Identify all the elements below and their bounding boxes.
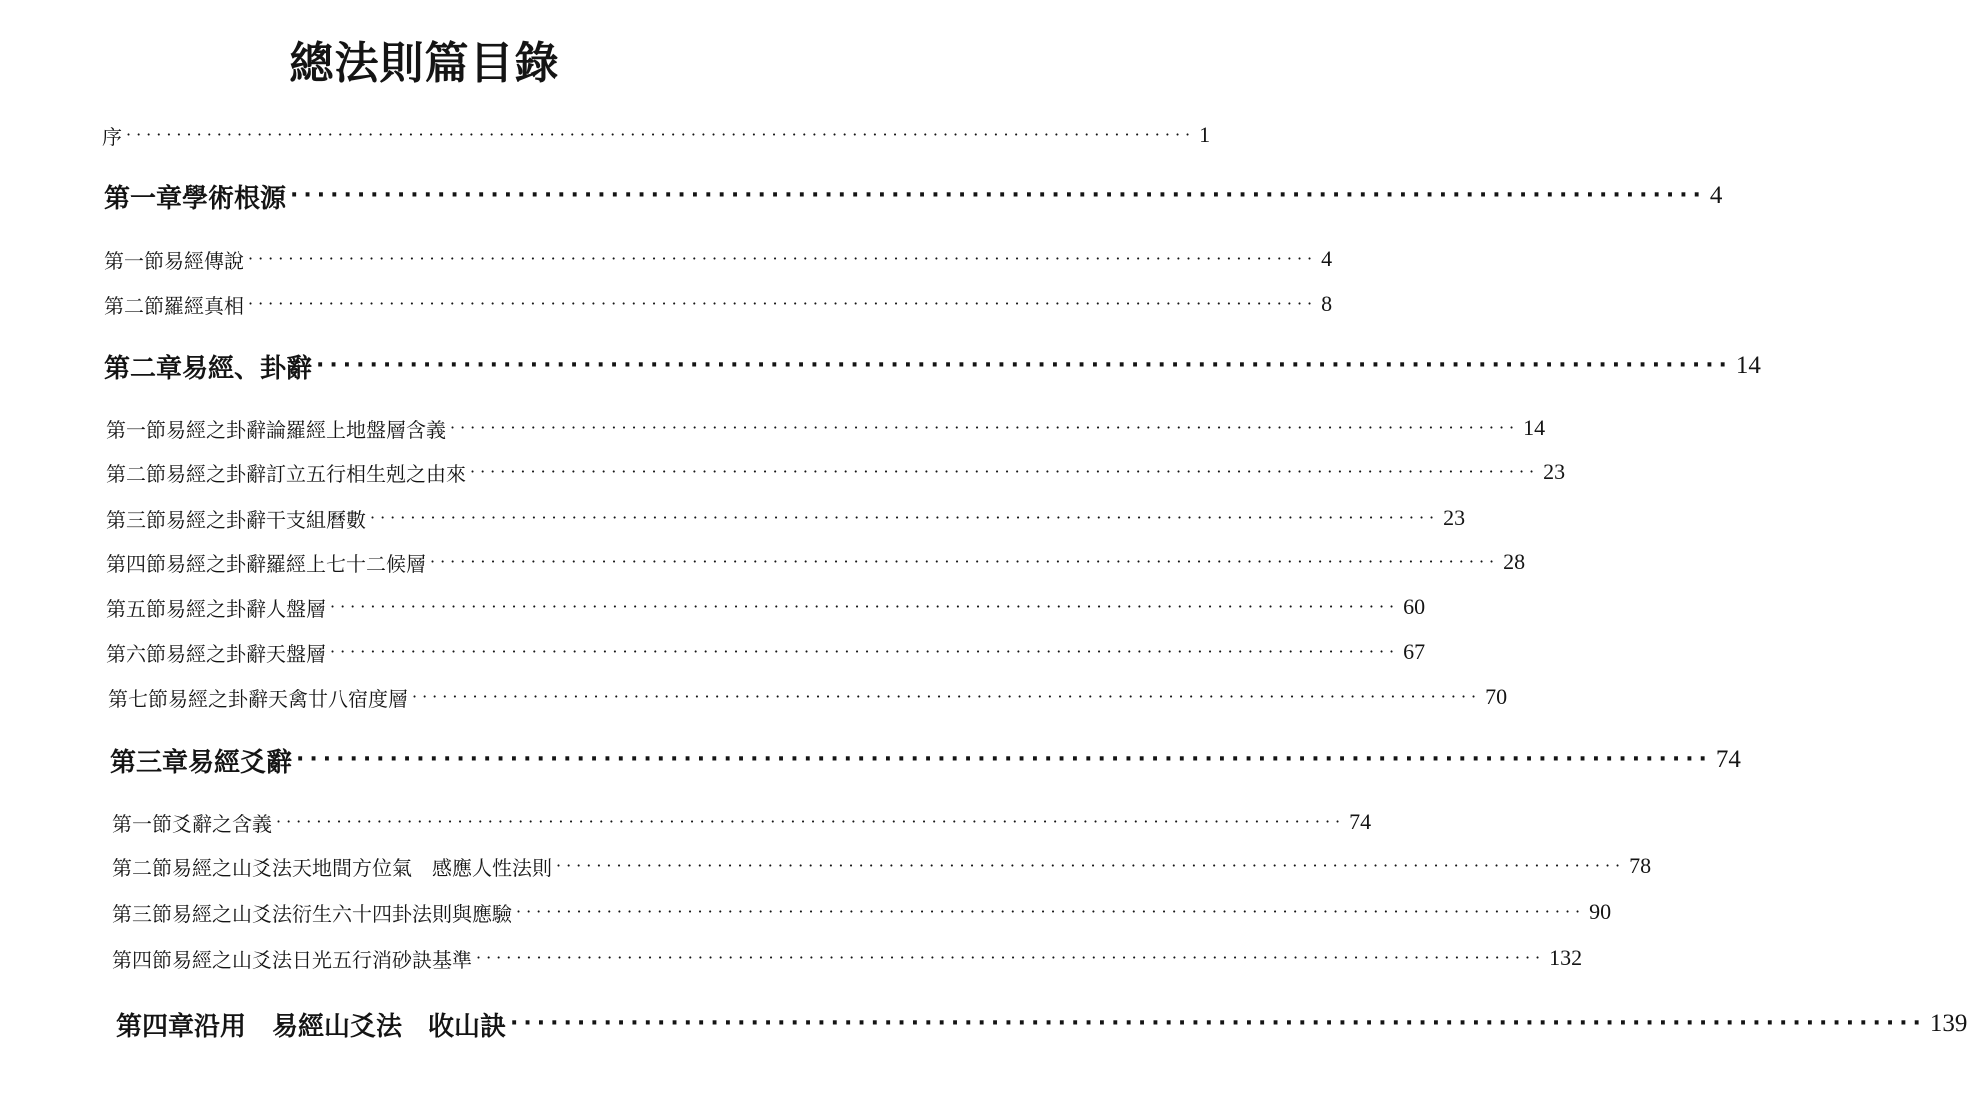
- page-number: 60: [1403, 594, 1426, 619]
- section-label: 第六節: [106, 641, 166, 666]
- leader-dots: ··········································································································: [330, 642, 1400, 661]
- section-title: 羅經真相: [164, 293, 244, 318]
- toc-chapter: [110, 742, 1741, 778]
- toc-section: [104, 289, 1333, 319]
- section-label: 第三節: [112, 901, 172, 926]
- section-prefix: 易經之卦辭: [168, 686, 268, 711]
- section-title: 天地間方位氣 感應人性法則: [292, 855, 552, 880]
- toc-section: [106, 503, 1466, 533]
- leader-dots: ··········································································································: [450, 418, 1520, 437]
- toc-preface: [102, 120, 1211, 150]
- toc-section: [112, 807, 1372, 837]
- page-number: 4: [1321, 246, 1333, 271]
- section-title: 天禽廿八宿度層: [268, 686, 408, 711]
- page-number: 78: [1629, 853, 1652, 878]
- toc-section: [112, 943, 1583, 973]
- section-prefix: 易經之卦辭: [166, 641, 266, 666]
- page-number: 14: [1735, 352, 1761, 379]
- toc-section: [112, 897, 1612, 927]
- page-title: 總法則篇目錄: [289, 38, 560, 89]
- leader-dots: ··········································································································: [476, 948, 1546, 967]
- section-prefix: 易經之山爻法: [172, 947, 292, 972]
- section-title: 天盤層: [266, 641, 326, 666]
- section-prefix: 易經之卦辭: [166, 551, 266, 576]
- page-number: 132: [1549, 945, 1583, 970]
- toc-section: [106, 457, 1566, 487]
- section-label: 第一節: [112, 811, 172, 836]
- leader-dots: ··········································································································: [510, 1011, 1926, 1036]
- toc-section: [112, 851, 1652, 881]
- page-number: 8: [1321, 291, 1333, 316]
- page-number: 14: [1523, 415, 1546, 440]
- section-title: 易經傳說: [164, 248, 244, 273]
- section-label: 第二節: [112, 855, 172, 880]
- toc-section: [106, 413, 1546, 443]
- page-number: 74: [1715, 746, 1741, 773]
- section-label: 第四節: [106, 551, 166, 576]
- chapter-label: 第二章: [104, 353, 183, 384]
- leader-dots: ··········································································································: [412, 687, 1482, 706]
- leader-dots: ··········································································································: [248, 249, 1318, 268]
- page-number: 74: [1349, 809, 1372, 834]
- chapter-title: 易經爻辭: [188, 747, 293, 778]
- section-title: 爻辭之含義: [172, 811, 272, 836]
- section-prefix: 易經之山爻法: [172, 901, 292, 926]
- toc-section: [104, 244, 1333, 274]
- leader-dots: ··········································································································: [470, 462, 1540, 481]
- section-label: 第四節: [112, 947, 172, 972]
- section-title: 日光五行消砂訣基準: [292, 947, 472, 972]
- section-prefix: 易經之卦辭: [166, 507, 266, 532]
- toc-section: [106, 547, 1526, 577]
- leader-dots: ··········································································································: [516, 902, 1586, 921]
- chapter-title: 易經、卦辭: [182, 353, 313, 384]
- section-title: 羅經上七十二候層: [266, 551, 426, 576]
- section-title: 衍生六十四卦法則與應驗: [292, 901, 512, 926]
- section-prefix: 易經之卦辭: [166, 417, 266, 442]
- page-number: 23: [1543, 459, 1566, 484]
- page-number: 28: [1503, 549, 1526, 574]
- preface-label: 序: [102, 124, 122, 149]
- section-prefix: 易經之山爻法: [172, 855, 292, 880]
- section-title: 干支組曆數: [266, 507, 366, 532]
- section-title: 論羅經上地盤層含義: [266, 417, 446, 442]
- toc-section: [106, 592, 1426, 622]
- section-label: 第五節: [106, 596, 166, 621]
- section-label: 第二節: [106, 461, 166, 486]
- leader-dots: ··········································································································: [296, 747, 1712, 772]
- section-label: 第二節: [104, 293, 164, 318]
- section-label: 第七節: [108, 686, 168, 711]
- toc-chapter: [116, 1006, 1967, 1042]
- toc-chapter: [104, 348, 1761, 384]
- chapter-label: 第三章: [110, 747, 189, 778]
- section-prefix: 易經之卦辭: [166, 596, 266, 621]
- page-number: 67: [1403, 639, 1426, 664]
- page-number: 139: [1929, 1010, 1967, 1037]
- leader-dots: ··········································································································: [276, 812, 1346, 831]
- leader-dots: ··········································································································: [126, 125, 1196, 144]
- leader-dots: ··········································································································: [430, 552, 1500, 571]
- chapter-title: 學術根源: [182, 183, 287, 214]
- leader-dots: ··········································································································: [556, 856, 1626, 875]
- page-number: 23: [1443, 505, 1466, 530]
- section-title: 人盤層: [266, 596, 326, 621]
- leader-dots: ··········································································································: [370, 508, 1440, 527]
- chapter-label: 第一章: [104, 183, 183, 214]
- section-label: 第一節: [106, 417, 166, 442]
- page-number: 1: [1199, 122, 1211, 147]
- leader-dots: ··········································································································: [316, 353, 1732, 378]
- chapter-label: 第四章: [116, 1011, 195, 1042]
- section-prefix: 易經之卦辭: [166, 461, 266, 486]
- chapter-title: 沿用 易經山爻法 收山訣: [194, 1011, 507, 1042]
- section-title: 訂立五行相生剋之由來: [266, 461, 466, 486]
- page-number: 70: [1485, 684, 1508, 709]
- section-label: 第一節: [104, 248, 164, 273]
- toc-section: [106, 637, 1426, 667]
- leader-dots: ··········································································································: [248, 294, 1318, 313]
- page-number: 4: [1709, 182, 1723, 209]
- section-label: 第三節: [106, 507, 166, 532]
- leader-dots: ··········································································································: [290, 183, 1706, 208]
- page-number: 90: [1589, 899, 1612, 924]
- leader-dots: ··········································································································: [330, 597, 1400, 616]
- toc-section: [108, 682, 1508, 712]
- toc-chapter: [104, 178, 1723, 214]
